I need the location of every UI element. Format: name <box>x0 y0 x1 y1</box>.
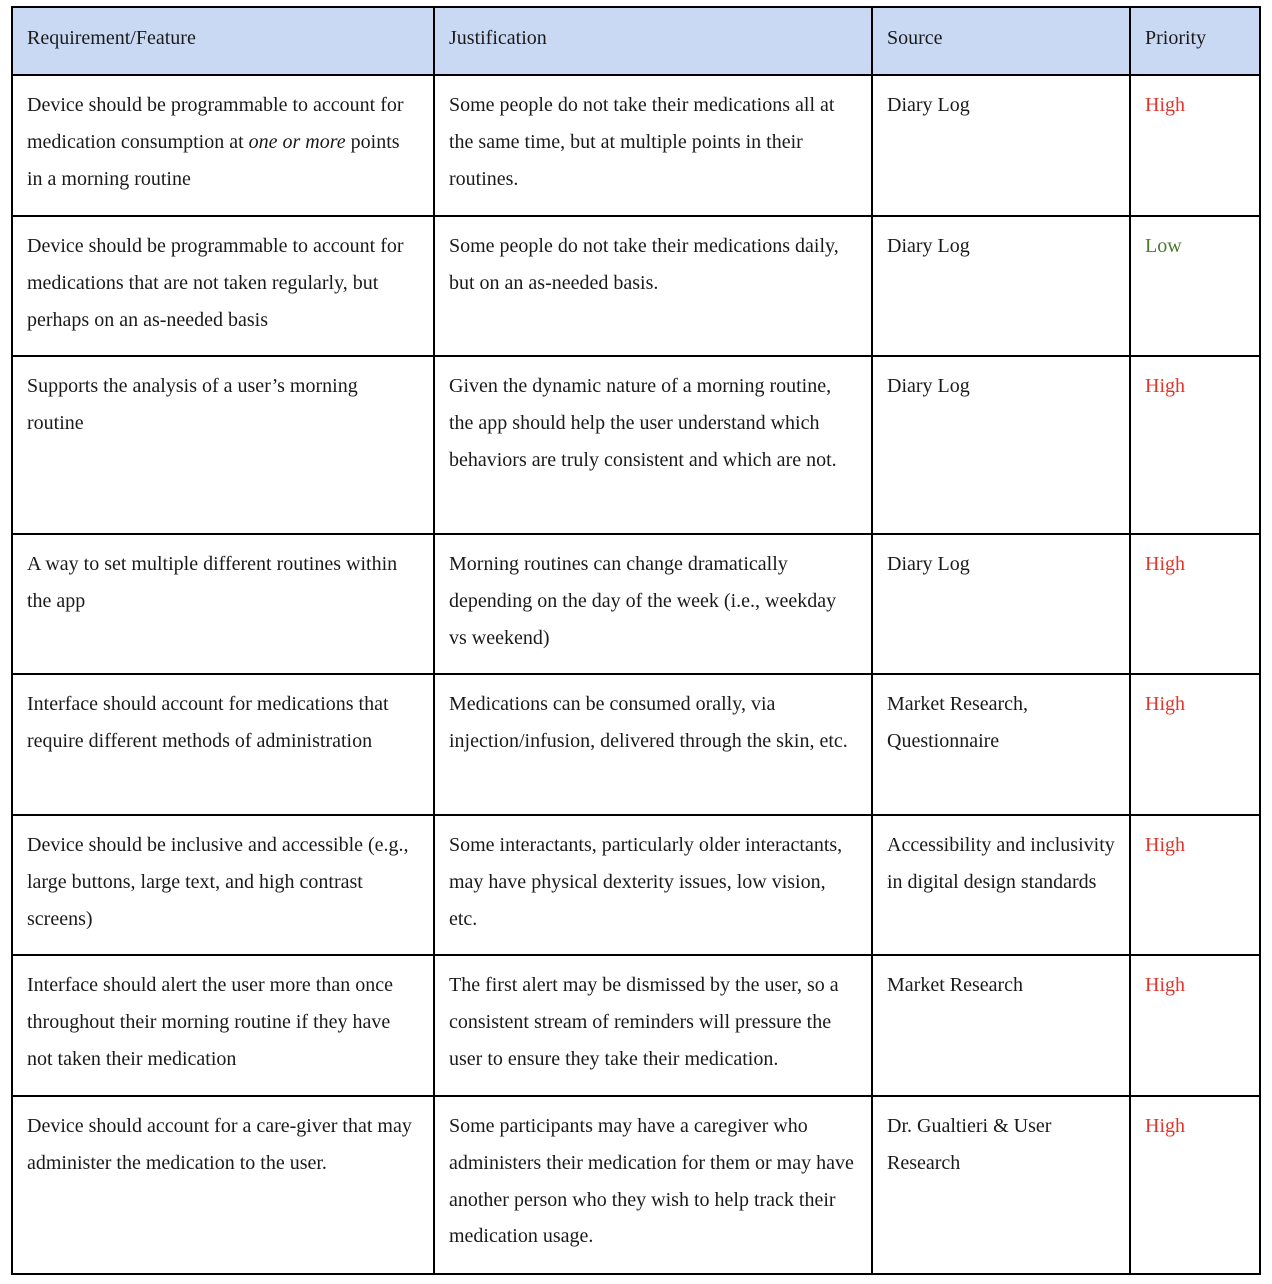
table-row <box>12 356 1260 534</box>
requirement-cell: Device should be inclusive and accessible (e.g., large buttons, large text, and high contrast screens) <box>12 815 434 955</box>
table-row <box>12 674 1260 815</box>
priority-cell: High <box>1130 75 1260 216</box>
requirement-text-end: points in a morning routine <box>27 130 400 190</box>
priority-cell: High <box>1130 955 1260 1096</box>
justification-cell: Some interactants, particularly older interactants, may have physical dexterity issues, low vision, etc. <box>434 815 872 955</box>
requirement-cell: Device should be programmable to account for medications that are not taken regularly, but perhaps on an as-needed basis <box>12 216 434 356</box>
requirement-cell: Interface should account for medications that require different methods of administration <box>12 674 434 815</box>
header-justification: Justification <box>434 7 872 75</box>
table-row <box>12 75 1260 216</box>
source-cell: Market Research, Questionnaire <box>872 674 1130 815</box>
requirement-cell: Device should account for a care-giver that may administer the medication to the user. <box>12 1096 434 1274</box>
priority-cell: Low <box>1130 216 1260 356</box>
requirement-cell: A way to set multiple different routines within the app <box>12 534 434 674</box>
priority-cell: High <box>1130 815 1260 955</box>
source-cell: Accessibility and inclusivity in digital design standards <box>872 815 1130 955</box>
table-row <box>12 216 1260 356</box>
header-priority: Priority <box>1130 7 1260 75</box>
source-cell: Dr. Gualtieri & User Research <box>872 1096 1130 1274</box>
source-cell: Diary Log <box>872 534 1130 674</box>
priority-cell: High <box>1130 674 1260 815</box>
requirement-cell <box>12 75 434 216</box>
justification-cell: Given the dynamic nature of a morning routine, the app should help the user understand which behaviors are truly consistent and which are not. <box>434 356 872 534</box>
table-row <box>12 1096 1260 1274</box>
priority-cell: High <box>1130 356 1260 534</box>
justification-cell: Morning routines can change dramatically depending on the day of the week (i.e., weekday vs weekend) <box>434 534 872 674</box>
priority-cell: High <box>1130 1096 1260 1274</box>
source-cell: Diary Log <box>872 216 1130 356</box>
table-row <box>12 815 1260 955</box>
justification-cell: Some participants may have a caregiver who administers their medication for them or may have another person who they wish to help track their medication usage. <box>434 1096 872 1274</box>
priority-cell: High <box>1130 534 1260 674</box>
requirement-text-start: Device should be programmable to account for medication consumption at <box>27 94 404 153</box>
table-row <box>12 534 1260 674</box>
justification-cell: Some people do not take their medications all at the same time, but at multiple points in their routines. <box>434 75 872 216</box>
table-row <box>12 955 1260 1096</box>
requirement-cell: Interface should alert the user more than once throughout their morning routine if they have not taken their medication <box>12 955 434 1096</box>
table-header <box>12 7 1260 75</box>
source-cell: Diary Log <box>872 356 1130 534</box>
requirement-emphasis: one or more <box>248 130 346 153</box>
source-cell: Diary Log <box>872 75 1130 216</box>
requirements-table <box>11 6 1261 1275</box>
requirement-cell: Supports the analysis of a user’s morning routine <box>12 356 434 534</box>
header-source: Source <box>872 7 1130 75</box>
justification-cell: Some people do not take their medications daily, but on an as-needed basis. <box>434 216 872 356</box>
header-requirement: Requirement/Feature <box>12 7 434 75</box>
header-row <box>12 7 1260 75</box>
source-cell: Market Research <box>872 955 1130 1096</box>
justification-cell: Medications can be consumed orally, via injection/infusion, delivered through the skin, etc. <box>434 674 872 815</box>
table-body <box>12 75 1260 1274</box>
justification-cell: The first alert may be dismissed by the user, so a consistent stream of reminders will pressure the user to ensure they take their medication. <box>434 955 872 1096</box>
